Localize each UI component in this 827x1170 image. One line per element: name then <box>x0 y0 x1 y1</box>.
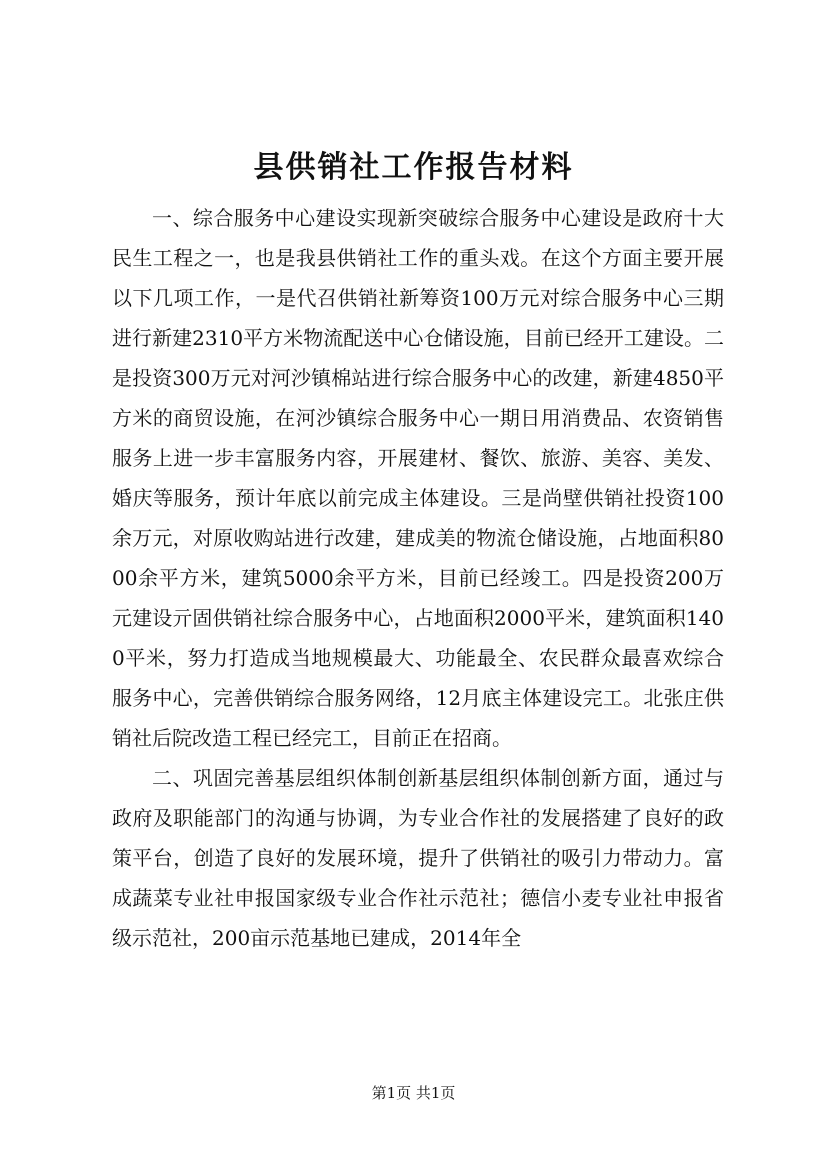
document-title: 县供销社工作报告材料 <box>253 150 574 185</box>
document-body <box>112 198 724 958</box>
paragraph-1: 一、综合服务中心建设实现新突破综合服务中心建设是政府十大民生工程之一，也是我县供销社工作的重头戏。在这个方面主要开展以下几项工作，一是代召供销社新筹资100万元对综合服务中心三期进行新建2310平方米物流配送中心仓储设施，目前已经开工建设。二是投资300万元对河沙镇棉站进行综合服务中心的改建，新建4850平方米的商贸设施，在河沙镇综合服务中心一期日用消费品、农资销售服务上进一步丰富服务内容，开展建材、餐饮、旅游、美容、美发、婚庆等服务，预计年底以前完成主体建设。三是尚壁供销社投资100余万元，对原收购站进行改建，建成美的物流仓储设施，占地面积8000余平方米，建筑5000余平方米，目前已经竣工。四是投资200万元建设亓固供销社综合服务中心，占地面积2000平米，建筑面积1400平米，努力打造成当地规模最大、功能最全、农民群众最喜欢综合服务中心，完善供销综合服务网络，12月底主体建设完工。北张庄供销社后院改造工程已经完工，目前正在招商。 <box>112 206 724 750</box>
paragraph-2: 二、巩固完善基层组织体制创新基层组织体制创新方面，通过与政府及职能部门的沟通与协调，为专业合作社的发展搭建了良好的政策平台，创造了良好的发展环境，提升了供销社的吸引力带动力。富成蔬菜专业社申报国家级专业合作社示范社；德信小麦专业社申报省级示范社，200亩示范基地已建成，2014年全 <box>112 766 724 950</box>
page-footer: 第1页 共1页 <box>371 1084 456 1102</box>
